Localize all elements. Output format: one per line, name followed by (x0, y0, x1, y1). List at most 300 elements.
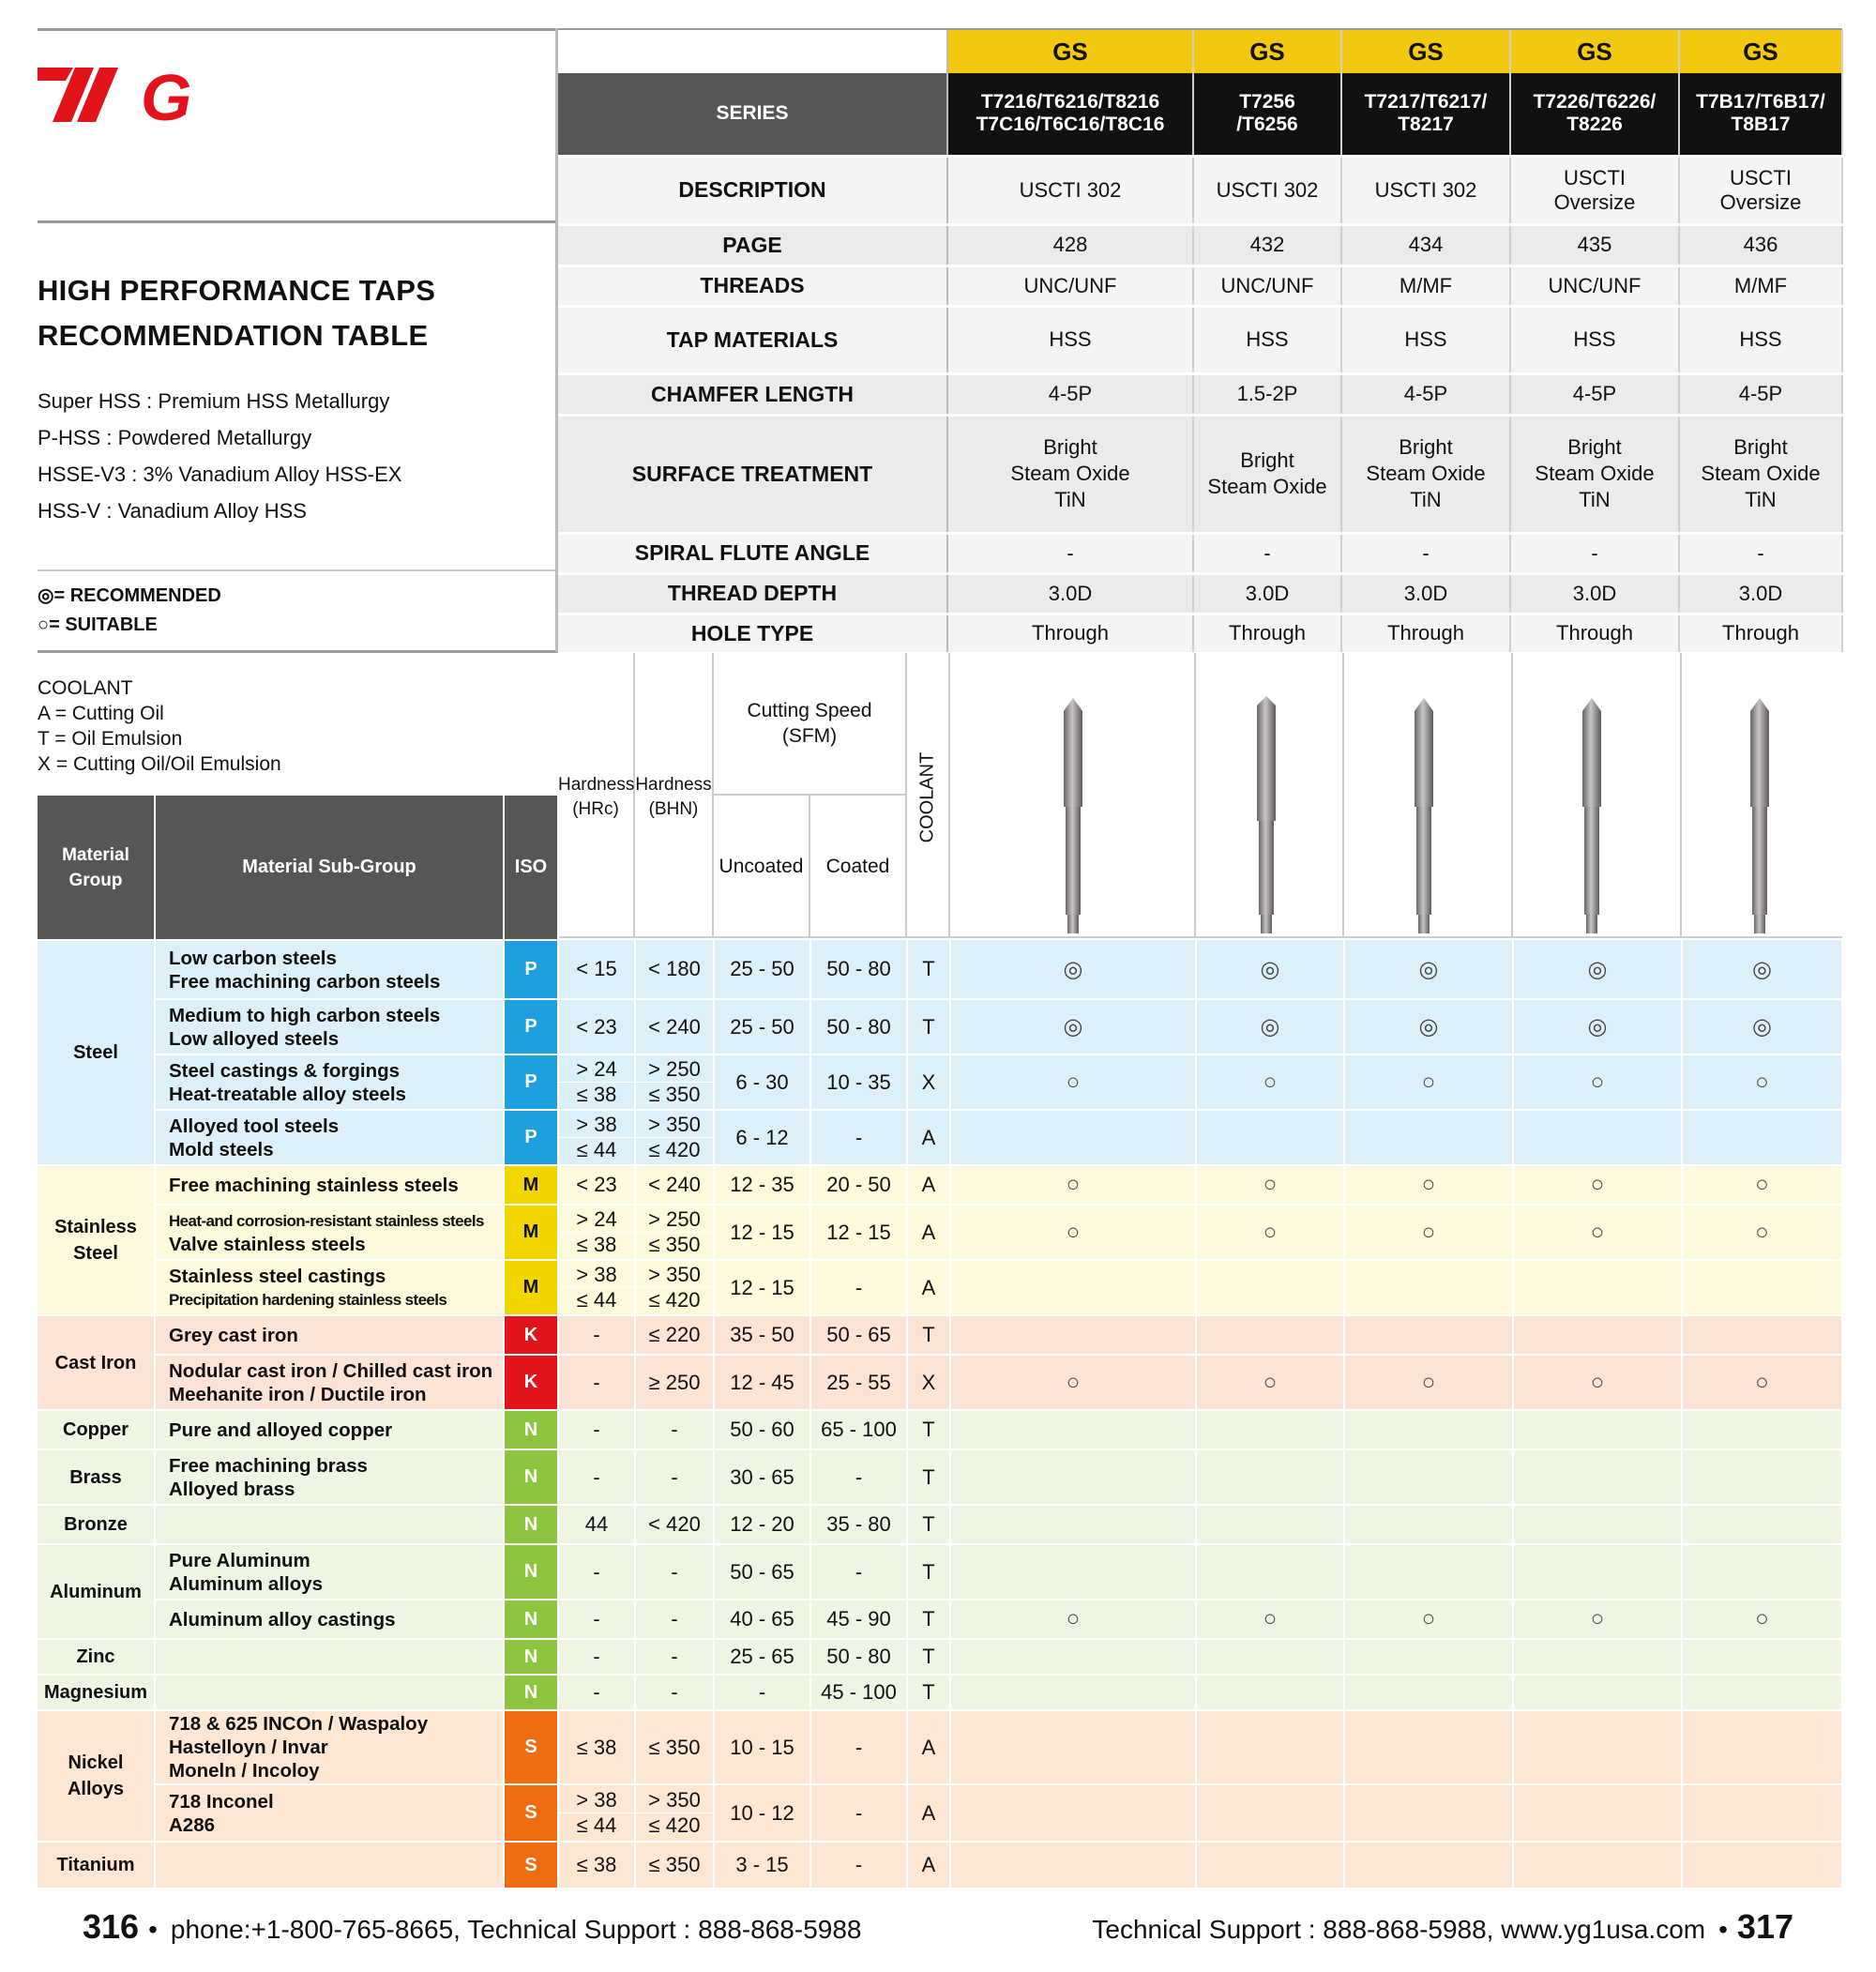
page-title (38, 268, 435, 358)
description-label: DESCRIPTION (558, 156, 947, 224)
title-line-2: RECOMMENDATION TABLE (38, 319, 429, 352)
hardness-hrc-cell: - (558, 1355, 635, 1410)
hardness-hrc-cell: - (558, 1544, 635, 1600)
speed-coated-cell: 20 - 50 (810, 1165, 907, 1205)
speed-coated-cell: 50 - 80 (810, 940, 907, 999)
recommendation-mark (1196, 1710, 1344, 1784)
footer-left-text: phone:+1-800-765-8665, Technical Support : 888-868-5988 (170, 1915, 862, 1944)
table-row (38, 1600, 1842, 1639)
hardness-bhn-cell: - (635, 1449, 714, 1505)
page-row (558, 224, 1842, 265)
hardness-bhn-cell: ≤ 350 (635, 1710, 714, 1784)
hardness-bhn-cell: ≥ 250 (635, 1355, 714, 1410)
split-value: ≤ 350 (648, 1233, 701, 1256)
sub-group-line: Low carbon steels (169, 947, 337, 969)
hardness-hrc-cell (558, 1110, 635, 1165)
speed-uncoated-cell: 30 - 65 (714, 1449, 810, 1505)
split-value: ≤ 44 (576, 1813, 617, 1837)
description-cell (1193, 156, 1341, 224)
brand-row (558, 30, 1842, 73)
speed-coated-cell: - (810, 1544, 907, 1600)
recommendation-mark (950, 1784, 1196, 1842)
recommendation-mark (1196, 1260, 1344, 1315)
recommendation-mark: ◎ (950, 999, 1196, 1054)
material-group-cell (38, 1675, 155, 1710)
recommendation-mark: ◎ (1513, 940, 1682, 999)
series-cell (1341, 73, 1510, 156)
iso-badge: N (504, 1449, 558, 1505)
group-name: Steel (73, 1243, 118, 1264)
speed-uncoated-cell: 10 - 12 (714, 1784, 810, 1842)
split-value: > 38 (559, 1113, 634, 1138)
page-number-right: 317 (1736, 1907, 1793, 1946)
hardness-hrc-cell (558, 1054, 635, 1110)
recommendation-mark: ○ (1196, 1054, 1344, 1110)
speed-uncoated-cell: 25 - 50 (714, 999, 810, 1054)
speed-coated-cell: 50 - 65 (810, 1315, 907, 1355)
split-values (559, 1057, 634, 1107)
sub-group-line: Free machining brass (169, 1454, 368, 1477)
coolant-cell: T (907, 1639, 950, 1675)
coolant-cell: A (907, 1842, 950, 1889)
split-value: > 24 (559, 1057, 634, 1083)
material-legend-3: HSSE-V3 : 3% Vanadium Alloy HSS-EX (38, 463, 402, 486)
recommendation-mark (1196, 1449, 1344, 1505)
recommendation-mark: ○ (1513, 1054, 1682, 1110)
coolant-cell: A (907, 1110, 950, 1165)
iso-badge: K (504, 1315, 558, 1355)
recommendation-mark (1344, 1505, 1513, 1544)
tap-materials-label: TAP MATERIALS (558, 306, 947, 373)
material-group-cell (38, 940, 155, 1165)
group-name: Zinc (76, 1646, 115, 1667)
surface-line: Bright (1733, 435, 1788, 459)
speed-uncoated-cell: 6 - 30 (714, 1054, 810, 1110)
footer-left (83, 1907, 862, 1947)
bhn-header-line: (BHN) (648, 799, 699, 819)
recommendation-mark: ○ (1196, 1165, 1344, 1205)
iso-badge: M (504, 1205, 558, 1260)
coolant-cell: A (907, 1205, 950, 1260)
desc-line: USCTI (1564, 165, 1626, 190)
tap-materials-row (558, 306, 1842, 373)
brand-cell: GS (1510, 30, 1679, 73)
speed-coated-cell: - (810, 1110, 907, 1165)
spiral-label: SPIRAL FLUTE ANGLE (558, 533, 947, 573)
coolant-legend (38, 675, 281, 777)
chamfer-cell: 1.5-2P (1193, 373, 1341, 415)
page-label: PAGE (558, 224, 947, 265)
recommendation-mark (950, 1675, 1196, 1710)
material-sub-group-cell (155, 1505, 504, 1544)
speed-coated-cell: 45 - 90 (810, 1600, 907, 1639)
series-line: T7226/T6226/ (1533, 91, 1657, 114)
sub-group-line: Heat-treatable alloy steels (169, 1083, 406, 1105)
description-cell (1341, 156, 1510, 224)
recommendation-mark: ○ (1344, 1165, 1513, 1205)
coolant-cell: T (907, 1449, 950, 1505)
speed-uncoated-cell: 25 - 65 (714, 1639, 810, 1675)
recommendation-mark: ◎ (1196, 999, 1344, 1054)
coolant-cell: T (907, 940, 950, 999)
material-legend-4: HSS-V : Vanadium Alloy HSS (38, 499, 307, 523)
coolant-cell: T (907, 1600, 950, 1639)
recommendation-mark (1344, 1842, 1513, 1889)
group-name: Brass (69, 1466, 122, 1488)
series-label: SERIES (558, 73, 947, 156)
hardness-hrc-cell: ≤ 38 (558, 1842, 635, 1889)
recommendation-mark (1344, 1639, 1513, 1675)
brand-row-spacer (558, 30, 947, 73)
logo-letter: G (141, 61, 192, 133)
page-cell: 428 (947, 224, 1193, 265)
spiral-row (558, 533, 1842, 573)
material-sub-group-cell (155, 1784, 504, 1842)
chamfer-cell: 4-5P (1679, 373, 1842, 415)
speed-uncoated-cell: 12 - 45 (714, 1355, 810, 1410)
chamfer-row (558, 373, 1842, 415)
surface-line: Bright (1240, 448, 1294, 472)
tap-material-cell: HSS (1679, 306, 1842, 373)
table-row (38, 999, 1842, 1054)
recommendation-mark: ○ (1344, 1355, 1513, 1410)
sub-group-line: Meehanite iron / Ductile iron (169, 1383, 427, 1405)
recommendation-mark: ◎ (1682, 940, 1842, 999)
material-group-cell (38, 1505, 155, 1544)
material-sub-group-cell (155, 940, 504, 999)
sub-group-line: Medium to high carbon steels (169, 1004, 441, 1026)
split-value: ≤ 38 (576, 1083, 617, 1106)
speed-uncoated-cell: 35 - 50 (714, 1315, 810, 1355)
surface-line: Steam Oxide (1207, 475, 1327, 498)
speed-uncoated-cell: 40 - 65 (714, 1600, 810, 1639)
recommendation-mark: ○ (1682, 1054, 1842, 1110)
iso-badge: P (504, 1054, 558, 1110)
coolant-cell: T (907, 1544, 950, 1600)
recommendation-mark (1513, 1842, 1682, 1889)
speed-coated-cell: 65 - 100 (810, 1410, 907, 1449)
desc-line: Oversize (1719, 190, 1802, 214)
recommendation-mark: ○ (1682, 1600, 1842, 1639)
hardness-bhn-cell (635, 1110, 714, 1165)
coolant-cell: X (907, 1355, 950, 1410)
chamfer-cell: 4-5P (1510, 373, 1679, 415)
split-value: > 250 (636, 1057, 713, 1083)
coolant-cell: T (907, 1410, 950, 1449)
tap-material-cell: HSS (1193, 306, 1341, 373)
recommendation-mark (1344, 1260, 1513, 1315)
hardness-hrc-cell (558, 1260, 635, 1315)
spiral-cell: - (1341, 533, 1510, 573)
header-line: Material (62, 844, 129, 865)
recommendation-mark: ○ (950, 1054, 1196, 1110)
surface-cell (947, 415, 1193, 533)
material-group-cell (38, 1842, 155, 1889)
speed-uncoated-cell: 12 - 15 (714, 1260, 810, 1315)
speed-uncoated-cell: - (714, 1675, 810, 1710)
surface-cell (1193, 415, 1341, 533)
recommendation-mark (950, 1710, 1196, 1784)
hardness-bhn-cell (635, 1260, 714, 1315)
recommendation-mark (1513, 1110, 1682, 1165)
recommendation-mark (1196, 1639, 1344, 1675)
description-row (558, 156, 1842, 224)
group-name: Alloys (67, 1779, 125, 1799)
recommendation-mark: ○ (950, 1205, 1196, 1260)
depth-cell: 3.0D (1510, 573, 1679, 614)
spiral-cell: - (947, 533, 1193, 573)
speed-uncoated-cell: 25 - 50 (714, 940, 810, 999)
hardness-bhn-cell (635, 1054, 714, 1110)
recommendation-mark: ○ (1513, 1600, 1682, 1639)
coolant-cell: T (907, 999, 950, 1054)
split-value: ≤ 420 (648, 1813, 701, 1837)
recommendation-mark (950, 1110, 1196, 1165)
recommendation-mark (1513, 1544, 1682, 1600)
recommendation-mark: ◎ (1513, 999, 1682, 1054)
recommendation-mark (1682, 1110, 1842, 1165)
coolant-cell: A (907, 1165, 950, 1205)
table-header-row (38, 796, 1842, 940)
split-values (636, 1788, 713, 1838)
hardness-bhn-cell: - (635, 1544, 714, 1600)
page-cell: 435 (1510, 224, 1679, 265)
material-sub-group-cell (155, 1260, 504, 1315)
hardness-bhn-cell: < 240 (635, 999, 714, 1054)
surface-row (558, 415, 1842, 533)
split-value: ≤ 350 (648, 1083, 701, 1106)
page-number-left: 316 (83, 1907, 140, 1946)
series-line: T8217 (1398, 114, 1454, 136)
depth-cell: 3.0D (1679, 573, 1842, 614)
speed-uncoated-cell: 50 - 65 (714, 1544, 810, 1600)
recommendation-mark: ◎ (950, 940, 1196, 999)
hole-cell: Through (1510, 614, 1679, 653)
iso-badge: P (504, 940, 558, 999)
hole-cell: Through (1193, 614, 1341, 653)
recommendation-mark (1682, 1675, 1842, 1710)
table-row (38, 1710, 1842, 1784)
hrc-header-line: Hardness (558, 775, 635, 795)
hrc-header-line: (HRc) (572, 799, 619, 819)
table-row (38, 1410, 1842, 1449)
group-name: Copper (63, 1419, 129, 1440)
description-cell (947, 156, 1193, 224)
speed-header (714, 653, 907, 796)
recommendation-mark: ○ (1344, 1205, 1513, 1260)
hardness-hrc-cell: ≤ 38 (558, 1710, 635, 1784)
recommendation-mark (1682, 1544, 1842, 1600)
hardness-hrc-cell: - (558, 1449, 635, 1505)
group-name: Aluminum (50, 1581, 142, 1602)
coolant-cell: A (907, 1784, 950, 1842)
iso-badge: N (504, 1639, 558, 1675)
recommendation-mark (1196, 1675, 1344, 1710)
coolant-legend-a: A = Cutting Oil (38, 703, 164, 724)
recommendation-mark (1196, 1110, 1344, 1165)
iso-badge: M (504, 1165, 558, 1205)
coolant-cell: T (907, 1505, 950, 1544)
hardness-hrc-cell: - (558, 1410, 635, 1449)
brand-cell: GS (1341, 30, 1510, 73)
speed-coated-cell: 35 - 80 (810, 1505, 907, 1544)
table-row (38, 1054, 1842, 1110)
series-cell (947, 73, 1193, 156)
threads-cell: M/MF (1341, 265, 1510, 306)
material-sub-group-cell (155, 999, 504, 1054)
hardness-hrc-cell: - (558, 1315, 635, 1355)
group-name: Magnesium (43, 1682, 148, 1703)
chamfer-label: CHAMFER LENGTH (558, 373, 947, 415)
surface-cell (1341, 415, 1510, 533)
surface-line: Steam Oxide (1701, 462, 1821, 485)
surface-line: TiN (1054, 488, 1086, 511)
sub-group-line: Pure and alloyed copper (169, 1418, 393, 1441)
sub-group-line: Low alloyed steels (169, 1027, 340, 1050)
recommendation-mark (1513, 1315, 1682, 1355)
recommendation-mark (1682, 1842, 1842, 1889)
hardness-hrc-cell: - (558, 1639, 635, 1675)
recommendation-mark (1513, 1260, 1682, 1315)
table-row (38, 1842, 1842, 1889)
split-values (636, 1263, 713, 1312)
recommendation-mark (950, 1505, 1196, 1544)
surface-line: Steam Oxide (1010, 462, 1130, 485)
split-value: ≤ 420 (648, 1288, 701, 1312)
speed-header-line: (SFM) (781, 725, 838, 747)
recommendation-mark (1513, 1675, 1682, 1710)
recommendation-mark: ◎ (1682, 999, 1842, 1054)
surface-line: Steam Oxide (1366, 462, 1486, 485)
split-values (559, 1263, 634, 1312)
material-sub-group-cell (155, 1639, 504, 1675)
hardness-hrc-cell: - (558, 1600, 635, 1639)
split-value: > 350 (636, 1788, 713, 1813)
split-value: ≤ 44 (576, 1288, 617, 1312)
material-group-header (38, 796, 155, 940)
material-sub-group-cell (155, 1449, 504, 1505)
material-sub-group-cell (155, 1410, 504, 1449)
material-sub-group-cell (155, 1544, 504, 1600)
group-name: Nickel (68, 1752, 124, 1773)
table-row (38, 1784, 1842, 1842)
iso-badge: N (504, 1675, 558, 1710)
depth-cell: 3.0D (1341, 573, 1510, 614)
brand-cell: GS (947, 30, 1193, 73)
material-legend-1: Super HSS : Premium HSS Metallurgy (38, 389, 390, 413)
recommendation-mark (1682, 1449, 1842, 1505)
surface-label: SURFACE TREATMENT (558, 415, 947, 533)
material-sub-group-cell (155, 1165, 504, 1205)
iso-header: ISO (504, 796, 558, 940)
table-row (38, 1639, 1842, 1675)
hardness-bhn-cell: < 420 (635, 1505, 714, 1544)
group-name: Titanium (56, 1855, 135, 1875)
hardness-hrc-cell: 44 (558, 1505, 635, 1544)
desc-line: USCTI 302 (1019, 177, 1122, 202)
iso-badge: P (504, 1110, 558, 1165)
depth-cell: 3.0D (947, 573, 1193, 614)
hole-cell: Through (947, 614, 1193, 653)
iso-badge: S (504, 1784, 558, 1842)
recommendation-mark (1682, 1315, 1842, 1355)
header-spacer (558, 796, 1842, 940)
split-value: > 350 (636, 1113, 713, 1138)
coolant-legend-t: T = Oil Emulsion (38, 728, 183, 750)
hardness-bhn-cell: < 240 (635, 1165, 714, 1205)
recommendation-mark (950, 1260, 1196, 1315)
speed-coated-cell: - (810, 1449, 907, 1505)
sub-group-line: Mold steels (169, 1138, 274, 1160)
material-sub-group-cell (155, 1110, 504, 1165)
split-value: ≤ 420 (648, 1138, 701, 1161)
speed-uncoated-cell: 12 - 35 (714, 1165, 810, 1205)
material-group-cell (38, 1410, 155, 1449)
series-line: /T6256 (1236, 114, 1298, 136)
recommendation-mark (1344, 1315, 1513, 1355)
speed-uncoated-cell: 12 - 15 (714, 1205, 810, 1260)
material-sub-group-cell (155, 1205, 504, 1260)
speed-uncoated-cell: 10 - 15 (714, 1710, 810, 1784)
footer-right-text: Technical Support : 888-868-5988, www.yg1usa.com (1092, 1915, 1706, 1944)
hole-cell: Through (1679, 614, 1842, 653)
rule-2 (38, 569, 557, 571)
split-values (559, 1788, 634, 1838)
hardness-hrc-cell (558, 1205, 635, 1260)
footer-bullet: • (1718, 1915, 1728, 1944)
hardness-bhn-cell: - (635, 1410, 714, 1449)
coolant-cell: T (907, 1315, 950, 1355)
page-cell: 432 (1193, 224, 1341, 265)
surface-line: Bright (1399, 435, 1453, 459)
recommendation-mark: ○ (1513, 1355, 1682, 1410)
iso-badge: N (504, 1410, 558, 1449)
speed-uncoated-cell: 50 - 60 (714, 1410, 810, 1449)
recommendation-mark (1344, 1410, 1513, 1449)
sub-group-header: Material Sub-Group (155, 796, 504, 940)
threads-cell: M/MF (1679, 265, 1842, 306)
split-value: > 38 (559, 1788, 634, 1813)
recommendation-mark: ○ (1513, 1205, 1682, 1260)
desc-line: USCTI (1730, 165, 1792, 190)
recommendation-mark: ◎ (1344, 999, 1513, 1054)
recommendation-mark (1682, 1710, 1842, 1784)
footer-bullet: • (148, 1915, 158, 1944)
speed-coated-cell: 10 - 35 (810, 1054, 907, 1110)
table-row (38, 1260, 1842, 1315)
sub-group-line: 718 & 625 INCOn / Waspaloy (169, 1713, 429, 1735)
material-group-cell (38, 1165, 155, 1315)
material-group-cell (38, 1449, 155, 1505)
uncoated-header: Uncoated (714, 796, 810, 938)
coolant-cell: X (907, 1054, 950, 1110)
sub-group-line: Valve stainless steels (169, 1233, 366, 1255)
recommendation-mark (1682, 1639, 1842, 1675)
threads-cell: UNC/UNF (1510, 265, 1679, 306)
speed-coated-cell: - (810, 1784, 907, 1842)
recommendation-mark (1513, 1505, 1682, 1544)
recommendation-table (38, 796, 1843, 1889)
recommendation-mark: ○ (1196, 1205, 1344, 1260)
sub-group-line: Nodular cast iron / Chilled cast iron (169, 1359, 493, 1382)
spiral-cell: - (1193, 533, 1341, 573)
sub-group-line: Free machining stainless steels (169, 1174, 459, 1196)
iso-badge: K (504, 1355, 558, 1410)
recommendation-mark: ○ (1344, 1054, 1513, 1110)
material-group-cell (38, 1544, 155, 1639)
speed-header-line: Cutting Speed (747, 700, 872, 721)
material-group-cell (38, 1315, 155, 1410)
